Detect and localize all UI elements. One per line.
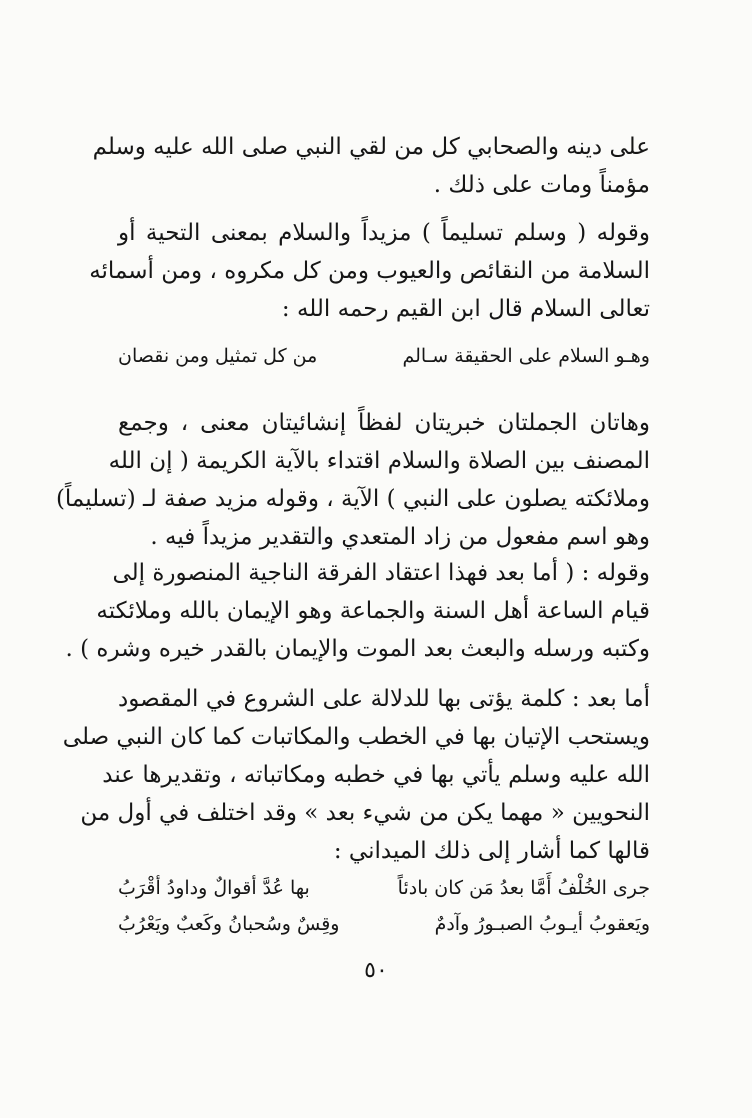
paragraph-2 bbox=[89, 214, 650, 328]
text-line: ويستحب الإتيان بها في الخطب والمكاتبات كما كان النبي صلى bbox=[62, 724, 650, 750]
paragraph-1 bbox=[92, 128, 650, 204]
text-line: أما بعد : كلمة يؤتى بها للدلالة على الشروع في المقصود bbox=[118, 686, 650, 712]
verse-row bbox=[118, 870, 650, 906]
text-line: السلامة من النقائص والعيوب ومن كل مكروه ، ومن أسمائه bbox=[89, 258, 650, 284]
text-line: وقوله : ( أما بعد فهذا اعتقاد الفرقة الناجية المنصورة إلى bbox=[112, 560, 650, 586]
text-line: وكتبه ورسله والبعث بعد الموت والإيمان بالقدر خيره وشره ) . bbox=[65, 636, 650, 662]
text-line: على دينه والصحابي كل من لقي النبي صلى الله عليه وسلم bbox=[92, 134, 650, 160]
verse-row bbox=[118, 906, 650, 942]
verse-almaydani bbox=[118, 870, 650, 942]
text-line: مؤمناً ومات على ذلك . bbox=[433, 172, 650, 198]
page-number: ٥٠ bbox=[364, 958, 388, 983]
text-line: النحويين « مهما يكن من شيء بعد » وقد اختلف في أول من bbox=[80, 800, 650, 826]
verse-second-hemistich: بها عُدَّ أقوالٌ وداودُ أقْرَبُ bbox=[118, 877, 310, 899]
verse-row bbox=[118, 338, 650, 374]
verse-first-hemistich: جرى الخُلْفُ أَمَّا بعدُ مَن كان بادئاً bbox=[397, 877, 650, 899]
text-line: المصنف بين الصلاة والسلام اقتداء بالآية الكريمة ( إن الله bbox=[108, 448, 650, 474]
paragraph-5 bbox=[62, 680, 650, 870]
verse-first-hemistich: ويَعقوبُ أيـوبُ الصبـورُ وآدمٌ bbox=[434, 913, 650, 935]
text-line: وقوله ( وسلم تسليماً ) مزيداً والسلام بمعنى التحية أو bbox=[118, 220, 650, 246]
paragraph-3 bbox=[55, 404, 650, 556]
text-line: تعالى السلام قال ابن القيم رحمه الله : bbox=[281, 296, 650, 322]
text-line: وهو اسم مفعول من زاد المتعدي والتقدير مزيداً فيه . bbox=[150, 524, 650, 550]
paragraph-4 bbox=[65, 554, 650, 668]
text-line: وملائكته يصلون على النبي ) الآية ، وقوله مزيد صفة لـ (تسليماً) bbox=[55, 486, 650, 512]
verse-second-hemistich: وقِسٌ وسُحبانُ وكَعبٌ ويَعْرُبُ bbox=[118, 913, 340, 935]
text-line: الله عليه وسلم يأتي بها في خطبه ومكاتباته ، وتقديرها عند bbox=[102, 762, 650, 788]
text-line: قالها كما أشار إلى ذلك الميداني : bbox=[333, 838, 650, 864]
text-line: وهاتان الجملتان خبريتان لفظاً إنشائيتان معنى ، وجمع bbox=[118, 410, 650, 436]
verse-ibn-alqayyim bbox=[118, 338, 650, 374]
text-line: قيام الساعة أهل السنة والجماعة وهو الإيمان بالله وملائكته bbox=[96, 598, 650, 624]
verse-second-hemistich: من كل تمثيل ومن نقصان bbox=[118, 345, 318, 367]
verse-first-hemistich: وهـو السلام على الحقيقة سـالم bbox=[402, 345, 650, 367]
